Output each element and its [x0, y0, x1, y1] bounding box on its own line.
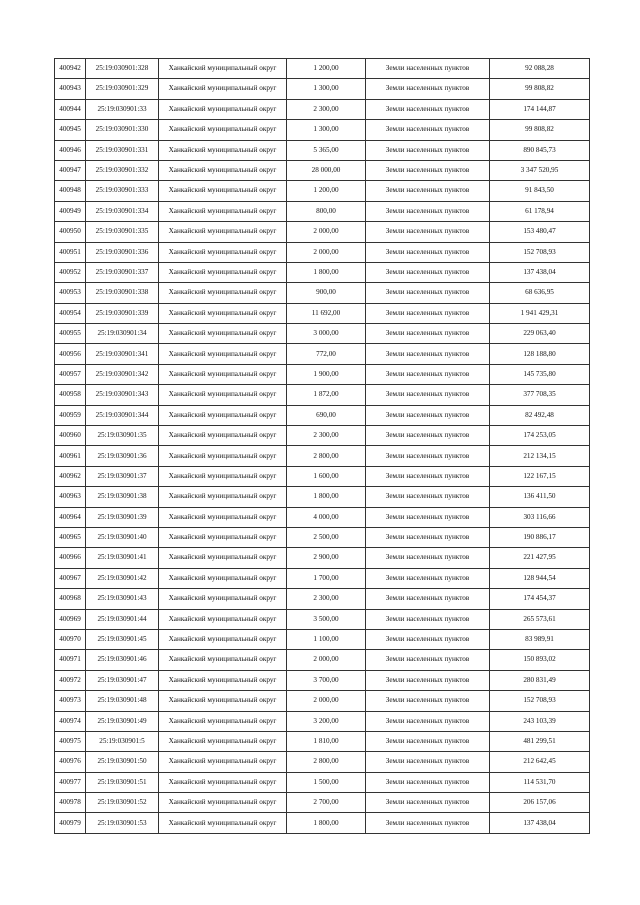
table-row — [55, 201, 590, 221]
cell-record-id: 400953 — [55, 283, 86, 303]
cell-land-category: Земли населенных пунктов — [366, 731, 490, 751]
cell-cadastral-cost: 481 299,51 — [490, 731, 590, 751]
cell-land-category: Земли населенных пунктов — [366, 772, 490, 792]
cell-land-category: Земли населенных пунктов — [366, 59, 490, 79]
cell-cadastral-number: 25:19:030901:328 — [86, 59, 159, 79]
cell-land-category: Земли населенных пунктов — [366, 548, 490, 568]
table-row — [55, 752, 590, 772]
cell-cadastral-number: 25:19:030901:44 — [86, 609, 159, 629]
cell-area: 28 000,00 — [287, 160, 366, 180]
cell-cadastral-number: 25:19:030901:53 — [86, 813, 159, 833]
table-row — [55, 711, 590, 731]
cell-cadastral-number: 25:19:030901:47 — [86, 670, 159, 690]
table-row — [55, 609, 590, 629]
cell-cadastral-cost: 174 253,05 — [490, 426, 590, 446]
cell-cadastral-cost: 377 708,35 — [490, 385, 590, 405]
cell-area: 1 200,00 — [287, 181, 366, 201]
cell-land-category: Земли населенных пунктов — [366, 609, 490, 629]
cell-record-id: 400967 — [55, 568, 86, 588]
cell-record-id: 400955 — [55, 324, 86, 344]
cell-municipal-district: Ханкайский муниципальный округ — [159, 140, 287, 160]
cell-land-category: Земли населенных пунктов — [366, 99, 490, 119]
cell-area: 900,00 — [287, 283, 366, 303]
cell-record-id: 400945 — [55, 120, 86, 140]
cell-cadastral-number: 25:19:030901:33 — [86, 99, 159, 119]
cell-cadastral-cost: 153 480,47 — [490, 222, 590, 242]
cell-cadastral-number: 25:19:030901:46 — [86, 650, 159, 670]
cell-municipal-district: Ханкайский муниципальный округ — [159, 160, 287, 180]
table-row — [55, 120, 590, 140]
cell-land-category: Земли населенных пунктов — [366, 160, 490, 180]
table-row — [55, 691, 590, 711]
cell-cadastral-cost: 99 808,82 — [490, 79, 590, 99]
cell-land-category: Земли населенных пунктов — [366, 629, 490, 649]
cell-record-id: 400966 — [55, 548, 86, 568]
cell-record-id: 400978 — [55, 793, 86, 813]
cell-cadastral-number: 25:19:030901:42 — [86, 568, 159, 588]
cell-cadastral-number: 25:19:030901:36 — [86, 446, 159, 466]
cell-municipal-district: Ханкайский муниципальный округ — [159, 283, 287, 303]
cell-cadastral-number: 25:19:030901:49 — [86, 711, 159, 731]
cell-cadastral-number: 25:19:030901:334 — [86, 201, 159, 221]
table-row — [55, 568, 590, 588]
cell-municipal-district: Ханкайский муниципальный округ — [159, 813, 287, 833]
cell-municipal-district: Ханкайский муниципальный округ — [159, 629, 287, 649]
cell-land-category: Земли населенных пунктов — [366, 283, 490, 303]
cell-municipal-district: Ханкайский муниципальный округ — [159, 772, 287, 792]
cell-cadastral-cost: 128 944,54 — [490, 568, 590, 588]
cell-land-category: Земли населенных пунктов — [366, 813, 490, 833]
cell-cadastral-number: 25:19:030901:333 — [86, 181, 159, 201]
cell-area: 1 800,00 — [287, 487, 366, 507]
table-row — [55, 59, 590, 79]
table-row — [55, 548, 590, 568]
registry-body — [55, 59, 590, 834]
cell-area: 11 692,00 — [287, 303, 366, 323]
cell-area: 2 500,00 — [287, 527, 366, 547]
cell-cadastral-cost: 190 886,17 — [490, 527, 590, 547]
parcel-registry-table — [54, 58, 590, 834]
table-row — [55, 629, 590, 649]
cell-cadastral-cost: 83 989,91 — [490, 629, 590, 649]
cell-municipal-district: Ханкайский муниципальный округ — [159, 201, 287, 221]
cell-municipal-district: Ханкайский муниципальный округ — [159, 242, 287, 262]
table-row — [55, 160, 590, 180]
cell-municipal-district: Ханкайский муниципальный округ — [159, 793, 287, 813]
cell-record-id: 400947 — [55, 160, 86, 180]
table-row — [55, 242, 590, 262]
cell-cadastral-cost: 265 573,61 — [490, 609, 590, 629]
cell-cadastral-cost: 152 708,93 — [490, 242, 590, 262]
cell-land-category: Земли населенных пунктов — [366, 589, 490, 609]
cell-land-category: Земли населенных пунктов — [366, 201, 490, 221]
cell-land-category: Земли населенных пунктов — [366, 405, 490, 425]
cell-land-category: Земли населенных пунктов — [366, 650, 490, 670]
cell-municipal-district: Ханкайский муниципальный округ — [159, 589, 287, 609]
cell-area: 3 500,00 — [287, 609, 366, 629]
cell-record-id: 400972 — [55, 670, 86, 690]
cell-area: 1 800,00 — [287, 262, 366, 282]
cell-record-id: 400950 — [55, 222, 86, 242]
cell-cadastral-cost: 91 843,50 — [490, 181, 590, 201]
cell-land-category: Земли населенных пунктов — [366, 303, 490, 323]
cell-municipal-district: Ханкайский муниципальный округ — [159, 487, 287, 507]
cell-record-id: 400954 — [55, 303, 86, 323]
table-row — [55, 385, 590, 405]
cell-land-category: Земли населенных пунктов — [366, 691, 490, 711]
table-row — [55, 813, 590, 833]
cell-area: 690,00 — [287, 405, 366, 425]
cell-land-category: Земли населенных пунктов — [366, 242, 490, 262]
cell-municipal-district: Ханкайский муниципальный округ — [159, 344, 287, 364]
cell-municipal-district: Ханкайский муниципальный округ — [159, 405, 287, 425]
cell-area: 1 872,00 — [287, 385, 366, 405]
cell-cadastral-number: 25:19:030901:338 — [86, 283, 159, 303]
cell-cadastral-number: 25:19:030901:336 — [86, 242, 159, 262]
cell-cadastral-number: 25:19:030901:35 — [86, 426, 159, 446]
cell-cadastral-number: 25:19:030901:41 — [86, 548, 159, 568]
cell-area: 3 200,00 — [287, 711, 366, 731]
table-row — [55, 589, 590, 609]
cell-record-id: 400958 — [55, 385, 86, 405]
cell-area: 772,00 — [287, 344, 366, 364]
table-row — [55, 650, 590, 670]
cell-cadastral-number: 25:19:030901:339 — [86, 303, 159, 323]
cell-cadastral-cost: 114 531,70 — [490, 772, 590, 792]
cell-land-category: Земли населенных пунктов — [366, 364, 490, 384]
table-row — [55, 99, 590, 119]
table-row — [55, 446, 590, 466]
cell-cadastral-number: 25:19:030901:52 — [86, 793, 159, 813]
cell-record-id: 400960 — [55, 426, 86, 446]
cell-municipal-district: Ханкайский муниципальный округ — [159, 507, 287, 527]
cell-municipal-district: Ханкайский муниципальный округ — [159, 59, 287, 79]
table-row — [55, 487, 590, 507]
cell-cadastral-number: 25:19:030901:331 — [86, 140, 159, 160]
cell-land-category: Земли населенных пунктов — [366, 793, 490, 813]
cell-record-id: 400979 — [55, 813, 86, 833]
cell-record-id: 400942 — [55, 59, 86, 79]
table-row — [55, 79, 590, 99]
cell-area: 1 100,00 — [287, 629, 366, 649]
cell-municipal-district: Ханкайский муниципальный округ — [159, 691, 287, 711]
cell-cadastral-number: 25:19:030901:341 — [86, 344, 159, 364]
cell-area: 1 200,00 — [287, 59, 366, 79]
cell-land-category: Земли населенных пунктов — [366, 385, 490, 405]
cell-area: 4 000,00 — [287, 507, 366, 527]
cell-cadastral-cost: 150 893,02 — [490, 650, 590, 670]
cell-record-id: 400974 — [55, 711, 86, 731]
cell-cadastral-number: 25:19:030901:34 — [86, 324, 159, 344]
table-row — [55, 670, 590, 690]
cell-cadastral-number: 25:19:030901:39 — [86, 507, 159, 527]
cell-cadastral-cost: 92 088,28 — [490, 59, 590, 79]
cell-record-id: 400963 — [55, 487, 86, 507]
cell-cadastral-cost: 61 178,94 — [490, 201, 590, 221]
cell-area: 1 900,00 — [287, 364, 366, 384]
cell-land-category: Земли населенных пунктов — [366, 752, 490, 772]
table-row — [55, 772, 590, 792]
cell-area: 1 600,00 — [287, 466, 366, 486]
table-row — [55, 222, 590, 242]
cell-area: 1 700,00 — [287, 568, 366, 588]
cell-cadastral-cost: 206 157,06 — [490, 793, 590, 813]
cell-municipal-district: Ханкайский муниципальный округ — [159, 120, 287, 140]
cell-municipal-district: Ханкайский муниципальный округ — [159, 222, 287, 242]
cell-cadastral-cost: 145 735,80 — [490, 364, 590, 384]
table-row — [55, 324, 590, 344]
cell-record-id: 400951 — [55, 242, 86, 262]
cell-cadastral-number: 25:19:030901:43 — [86, 589, 159, 609]
cell-record-id: 400956 — [55, 344, 86, 364]
cell-cadastral-cost: 174 454,37 — [490, 589, 590, 609]
cell-cadastral-number: 25:19:030901:332 — [86, 160, 159, 180]
cell-area: 2 300,00 — [287, 99, 366, 119]
cell-record-id: 400965 — [55, 527, 86, 547]
cell-land-category: Земли населенных пунктов — [366, 527, 490, 547]
cell-record-id: 400946 — [55, 140, 86, 160]
cell-land-category: Земли населенных пунктов — [366, 140, 490, 160]
cell-area: 2 800,00 — [287, 752, 366, 772]
cell-cadastral-cost: 243 103,39 — [490, 711, 590, 731]
cell-cadastral-cost: 128 188,80 — [490, 344, 590, 364]
cell-cadastral-number: 25:19:030901:48 — [86, 691, 159, 711]
cell-record-id: 400948 — [55, 181, 86, 201]
cell-cadastral-cost: 212 134,15 — [490, 446, 590, 466]
cell-cadastral-cost: 137 438,04 — [490, 262, 590, 282]
table-row — [55, 793, 590, 813]
cell-record-id: 400944 — [55, 99, 86, 119]
cell-municipal-district: Ханкайский муниципальный округ — [159, 181, 287, 201]
cell-record-id: 400969 — [55, 609, 86, 629]
cell-cadastral-cost: 82 492,48 — [490, 405, 590, 425]
cell-record-id: 400971 — [55, 650, 86, 670]
cell-record-id: 400977 — [55, 772, 86, 792]
cell-land-category: Земли населенных пунктов — [366, 426, 490, 446]
cell-record-id: 400962 — [55, 466, 86, 486]
cell-cadastral-cost: 303 116,66 — [490, 507, 590, 527]
cell-cadastral-number: 25:19:030901:335 — [86, 222, 159, 242]
cell-area: 3 000,00 — [287, 324, 366, 344]
cell-record-id: 400957 — [55, 364, 86, 384]
cell-area: 2 800,00 — [287, 446, 366, 466]
cell-area: 2 700,00 — [287, 793, 366, 813]
cell-area: 800,00 — [287, 201, 366, 221]
cell-municipal-district: Ханкайский муниципальный округ — [159, 711, 287, 731]
cell-record-id: 400975 — [55, 731, 86, 751]
cell-cadastral-cost: 136 411,50 — [490, 487, 590, 507]
cell-municipal-district: Ханкайский муниципальный округ — [159, 262, 287, 282]
cell-area: 2 000,00 — [287, 242, 366, 262]
cell-cadastral-cost: 280 831,49 — [490, 670, 590, 690]
cell-land-category: Земли населенных пунктов — [366, 222, 490, 242]
cell-municipal-district: Ханкайский муниципальный округ — [159, 446, 287, 466]
cell-municipal-district: Ханкайский муниципальный округ — [159, 385, 287, 405]
cell-cadastral-number: 25:19:030901:330 — [86, 120, 159, 140]
cell-cadastral-cost: 229 063,40 — [490, 324, 590, 344]
cell-record-id: 400976 — [55, 752, 86, 772]
cell-area: 2 000,00 — [287, 650, 366, 670]
cell-cadastral-cost: 1 941 429,31 — [490, 303, 590, 323]
cell-cadastral-cost: 174 144,87 — [490, 99, 590, 119]
table-row — [55, 140, 590, 160]
cell-land-category: Земли населенных пунктов — [366, 262, 490, 282]
cell-municipal-district: Ханкайский муниципальный округ — [159, 568, 287, 588]
cell-municipal-district: Ханкайский муниципальный округ — [159, 670, 287, 690]
cell-cadastral-cost: 137 438,04 — [490, 813, 590, 833]
cell-record-id: 400949 — [55, 201, 86, 221]
cell-municipal-district: Ханкайский муниципальный округ — [159, 548, 287, 568]
cell-cadastral-number: 25:19:030901:329 — [86, 79, 159, 99]
cell-municipal-district: Ханкайский муниципальный округ — [159, 752, 287, 772]
cell-municipal-district: Ханкайский муниципальный округ — [159, 79, 287, 99]
cell-land-category: Земли населенных пунктов — [366, 324, 490, 344]
cell-record-id: 400952 — [55, 262, 86, 282]
cell-cadastral-number: 25:19:030901:5 — [86, 731, 159, 751]
table-row — [55, 507, 590, 527]
cell-land-category: Земли населенных пунктов — [366, 670, 490, 690]
table-row — [55, 527, 590, 547]
table-row — [55, 283, 590, 303]
cell-area: 2 300,00 — [287, 589, 366, 609]
cell-municipal-district: Ханкайский муниципальный округ — [159, 364, 287, 384]
cell-land-category: Земли населенных пунктов — [366, 507, 490, 527]
cell-land-category: Земли населенных пунктов — [366, 181, 490, 201]
cell-cadastral-number: 25:19:030901:51 — [86, 772, 159, 792]
cell-cadastral-cost: 212 642,45 — [490, 752, 590, 772]
cell-area: 2 000,00 — [287, 222, 366, 242]
cell-land-category: Земли населенных пунктов — [366, 79, 490, 99]
cell-cadastral-cost: 890 845,73 — [490, 140, 590, 160]
cell-area: 2 900,00 — [287, 548, 366, 568]
cell-cadastral-number: 25:19:030901:50 — [86, 752, 159, 772]
cell-cadastral-number: 25:19:030901:337 — [86, 262, 159, 282]
cell-municipal-district: Ханкайский муниципальный округ — [159, 303, 287, 323]
table-row — [55, 731, 590, 751]
table-row — [55, 303, 590, 323]
cell-cadastral-cost: 99 808,82 — [490, 120, 590, 140]
cell-record-id: 400973 — [55, 691, 86, 711]
cell-municipal-district: Ханкайский муниципальный округ — [159, 324, 287, 344]
cell-cadastral-number: 25:19:030901:40 — [86, 527, 159, 547]
cell-municipal-district: Ханкайский муниципальный округ — [159, 731, 287, 751]
cell-cadastral-cost: 3 347 520,95 — [490, 160, 590, 180]
table-row — [55, 405, 590, 425]
cell-cadastral-number: 25:19:030901:38 — [86, 487, 159, 507]
cell-land-category: Земли населенных пунктов — [366, 344, 490, 364]
cell-area: 1 300,00 — [287, 79, 366, 99]
cell-record-id: 400959 — [55, 405, 86, 425]
cell-municipal-district: Ханкайский муниципальный округ — [159, 99, 287, 119]
cell-area: 1 500,00 — [287, 772, 366, 792]
cell-municipal-district: Ханкайский муниципальный округ — [159, 609, 287, 629]
table-row — [55, 426, 590, 446]
cell-cadastral-number: 25:19:030901:344 — [86, 405, 159, 425]
cell-municipal-district: Ханкайский муниципальный округ — [159, 466, 287, 486]
cell-land-category: Земли населенных пунктов — [366, 446, 490, 466]
cell-land-category: Земли населенных пунктов — [366, 487, 490, 507]
cell-municipal-district: Ханкайский муниципальный округ — [159, 426, 287, 446]
cell-land-category: Земли населенных пунктов — [366, 120, 490, 140]
table-row — [55, 344, 590, 364]
cell-cadastral-number: 25:19:030901:343 — [86, 385, 159, 405]
cell-area: 2 300,00 — [287, 426, 366, 446]
cell-record-id: 400964 — [55, 507, 86, 527]
cell-record-id: 400970 — [55, 629, 86, 649]
cell-cadastral-cost: 221 427,95 — [490, 548, 590, 568]
cell-cadastral-number: 25:19:030901:37 — [86, 466, 159, 486]
cell-cadastral-cost: 152 708,93 — [490, 691, 590, 711]
cell-cadastral-number: 25:19:030901:342 — [86, 364, 159, 384]
cell-record-id: 400943 — [55, 79, 86, 99]
table-row — [55, 262, 590, 282]
cell-land-category: Земли населенных пунктов — [366, 568, 490, 588]
cell-cadastral-number: 25:19:030901:45 — [86, 629, 159, 649]
cell-record-id: 400961 — [55, 446, 86, 466]
cell-municipal-district: Ханкайский муниципальный округ — [159, 650, 287, 670]
cell-area: 5 365,00 — [287, 140, 366, 160]
cell-cadastral-cost: 122 167,15 — [490, 466, 590, 486]
table-row — [55, 466, 590, 486]
cell-cadastral-cost: 68 636,95 — [490, 283, 590, 303]
cell-area: 2 000,00 — [287, 691, 366, 711]
cell-record-id: 400968 — [55, 589, 86, 609]
cell-area: 3 700,00 — [287, 670, 366, 690]
table-row — [55, 181, 590, 201]
cell-area: 1 810,00 — [287, 731, 366, 751]
cell-land-category: Земли населенных пунктов — [366, 466, 490, 486]
cell-area: 1 300,00 — [287, 120, 366, 140]
cell-area: 1 800,00 — [287, 813, 366, 833]
cell-land-category: Земли населенных пунктов — [366, 711, 490, 731]
cell-municipal-district: Ханкайский муниципальный округ — [159, 527, 287, 547]
table-row — [55, 364, 590, 384]
